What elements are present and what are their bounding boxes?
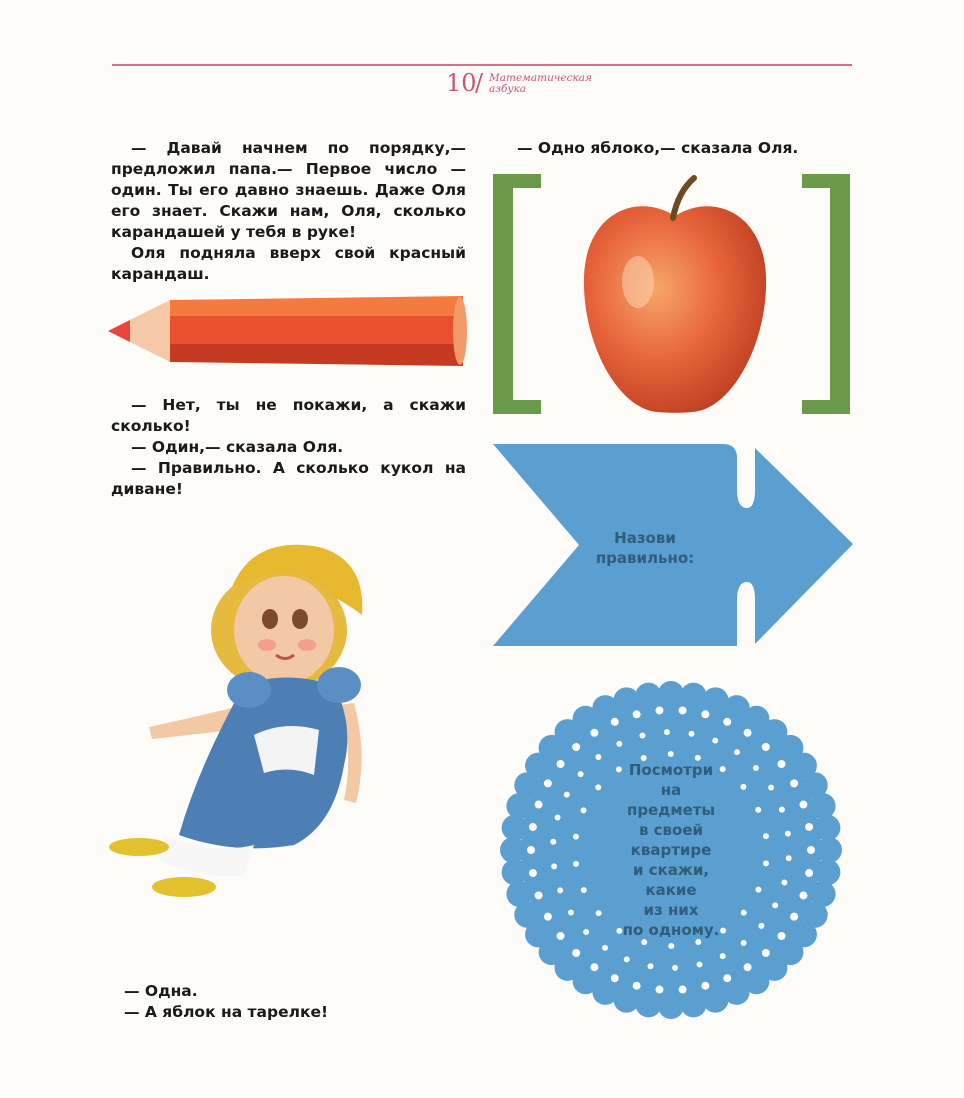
doily-hole — [590, 963, 598, 971]
doily-hole — [785, 831, 791, 837]
doily-hole — [672, 965, 678, 971]
page-number: 10 — [446, 69, 477, 97]
doily-hole — [557, 932, 565, 940]
bracket-left-bar — [493, 174, 513, 414]
doll-sleeve-left — [227, 672, 271, 708]
doily-hole — [805, 823, 813, 831]
doily-hole — [544, 913, 552, 921]
doily-hole — [581, 807, 587, 813]
doily-hole — [753, 765, 759, 771]
doily-hole — [583, 929, 589, 935]
pencil-face-top — [170, 296, 463, 316]
doily-hole — [529, 869, 537, 877]
doily-hole — [535, 891, 543, 899]
header-rule — [112, 64, 852, 66]
doily-hole — [744, 729, 752, 737]
doily-hole — [786, 855, 792, 861]
pencil-illustration — [108, 294, 468, 368]
doily-hole — [611, 974, 619, 982]
bracket-right-bottom — [802, 400, 850, 414]
doily-hole — [664, 729, 670, 735]
doily-hole — [772, 902, 778, 908]
doll-face — [234, 576, 334, 684]
doily-hole — [655, 706, 663, 714]
paragraph-5: — Правильно. А сколько кукол на диване! — [111, 459, 466, 498]
doily-hole — [720, 953, 726, 959]
doily-hole — [572, 949, 580, 957]
doily-hole — [655, 986, 663, 994]
doily-hole — [568, 910, 574, 916]
doily-hole — [762, 743, 770, 751]
doily-line-1: Посмотри — [628, 761, 714, 779]
apple-caption: — Одно яблоко,— сказала Оля. — [517, 139, 799, 157]
doily-hole — [590, 729, 598, 737]
doily-hole — [777, 760, 785, 768]
arrow-label-line1: Назови — [614, 529, 676, 547]
doily-line-7: какие — [645, 881, 697, 899]
intro-text — [111, 138, 466, 285]
doily-hole — [781, 880, 787, 886]
doily-hole — [790, 779, 798, 787]
bottom-line-2: — А яблок на тарелке! — [124, 1003, 329, 1021]
doily-hole — [578, 771, 584, 777]
doily-hole — [573, 861, 579, 867]
pencil-face-mid — [170, 316, 463, 344]
doily-hole — [679, 986, 687, 994]
doily-hole — [527, 846, 535, 854]
doily-hole — [779, 807, 785, 813]
doily-hole — [551, 863, 557, 869]
doily-hole — [564, 792, 570, 798]
doll-cheek-left — [258, 639, 276, 651]
doll-shoe-right — [152, 877, 216, 897]
doily-hole — [616, 741, 622, 747]
pencil-end — [453, 297, 467, 365]
doily-line-5: квартире — [630, 841, 712, 859]
doily-hole — [550, 839, 556, 845]
doily-hole — [535, 801, 543, 809]
doily-hole — [701, 710, 709, 718]
doily-text — [596, 760, 746, 940]
doily-line-9: по одному. — [622, 921, 720, 939]
header-slash: / — [475, 69, 484, 97]
doll-eye-right — [292, 609, 308, 629]
doily-hole — [799, 801, 807, 809]
bracket-right-bar — [830, 174, 850, 414]
apple-body — [584, 206, 766, 413]
doily-hole — [624, 956, 630, 962]
bottom-dialogue — [124, 981, 424, 1023]
paragraph-1: — Давай начнем по порядку,— предложил папа.— Первое число — один. Ты его давно знаешь. Даже Оля его знает. Скажи нам, Оля, сколько карандашей у тебя в руке! — [111, 139, 466, 241]
bracket-left-top — [493, 174, 541, 188]
doily-hole — [799, 891, 807, 899]
doily-hole — [689, 731, 695, 737]
doily-hole — [755, 887, 761, 893]
doily-hole — [572, 743, 580, 751]
doily-hole — [544, 779, 552, 787]
doily-hole — [639, 732, 645, 738]
doily-hole — [641, 939, 647, 945]
doily-hole — [581, 887, 587, 893]
doily-hole — [555, 814, 561, 820]
doily-hole — [633, 982, 641, 990]
book-title-line2: азбука — [489, 83, 527, 95]
bottom-line-1: — Одна. — [124, 982, 198, 1000]
apple-highlight — [622, 256, 654, 308]
arrow-label — [570, 528, 720, 568]
book-title — [489, 73, 599, 95]
dialogue-text — [111, 395, 466, 500]
doll-eye-left — [262, 609, 278, 629]
pencil-lead — [108, 320, 130, 342]
doily-hole — [723, 974, 731, 982]
doll-shoe-left — [109, 838, 169, 856]
doily-hole — [557, 887, 563, 893]
doily-hole — [768, 784, 774, 790]
doily-hole — [807, 846, 815, 854]
doily-hole — [758, 923, 764, 929]
doll-illustration — [104, 535, 374, 910]
doily-hole — [668, 751, 674, 757]
doily-hole — [529, 823, 537, 831]
doily-hole — [744, 963, 752, 971]
doily-line-4: в своей — [638, 821, 704, 839]
doily-hole — [668, 943, 674, 949]
doily-hole — [762, 949, 770, 957]
doily-hole — [573, 834, 579, 840]
paragraph-3: — Нет, ты не покажи, а скажи сколько! — [111, 396, 466, 435]
doily-hole — [712, 738, 718, 744]
paragraph-2: Оля подняла вверх свой красный карандаш. — [111, 244, 466, 283]
doll-apron — [254, 726, 319, 775]
doily-hole — [633, 710, 641, 718]
doily-hole — [755, 807, 761, 813]
doily-hole — [602, 945, 608, 951]
paragraph-4: — Один,— сказала Оля. — [131, 438, 344, 456]
bracket-left-bottom — [493, 400, 541, 414]
doll-sleeve-right — [317, 667, 361, 703]
arrow-label-line2: правильно: — [595, 549, 695, 567]
doily-hole — [734, 749, 740, 755]
doily-line-6: и скажи, — [632, 861, 710, 879]
doily-hole — [741, 940, 747, 946]
doily-line-8: из них — [643, 901, 699, 919]
doily-hole — [647, 963, 653, 969]
doily-hole — [557, 760, 565, 768]
doily-line-2: на — [660, 781, 682, 799]
doily-hole — [697, 962, 703, 968]
apple-illustration — [578, 172, 772, 416]
bracket-right-top — [802, 174, 850, 188]
doily-hole — [763, 833, 769, 839]
book-title-line1: Математическая — [489, 72, 592, 84]
pencil-face-bottom — [170, 344, 463, 366]
doily-line-3: предметы — [626, 801, 716, 819]
doily-hole — [679, 706, 687, 714]
doily-hole — [611, 718, 619, 726]
doily-hole — [790, 913, 798, 921]
doily-hole — [701, 982, 709, 990]
doily-hole — [777, 932, 785, 940]
doily-hole — [723, 718, 731, 726]
doily-hole — [763, 860, 769, 866]
doily-hole — [805, 869, 813, 877]
doll-cheek-right — [298, 639, 316, 651]
